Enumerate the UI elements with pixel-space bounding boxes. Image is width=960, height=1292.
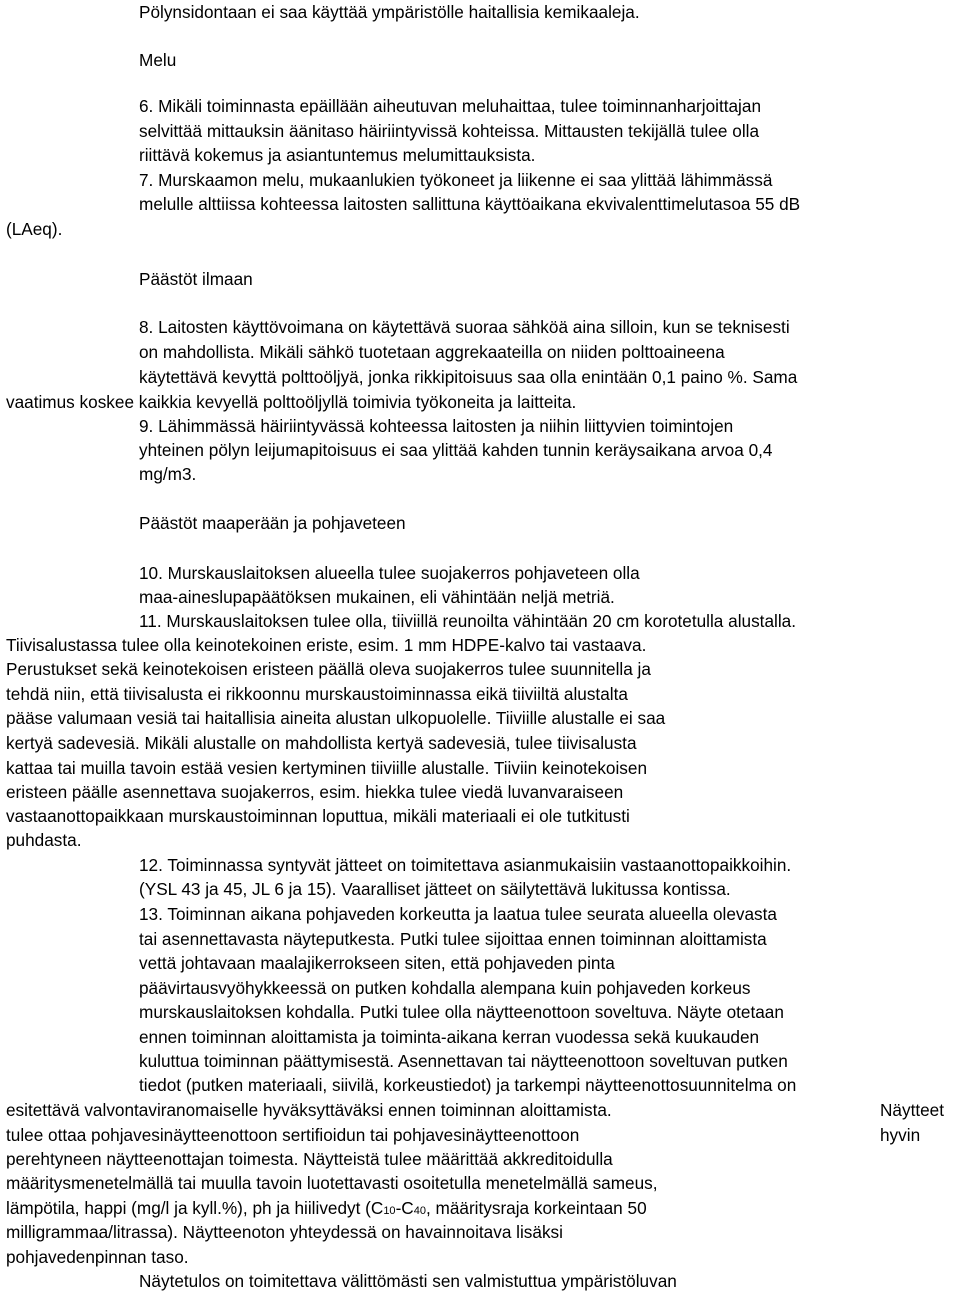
text-line: Tiivisalustassa tulee olla keinotekoinen eriste, esim. 1 mm HDPE-kalvo tai vastaava. [6,635,647,655]
text-line-right: hyvin [880,1125,921,1145]
text-line: maa-aineslupapäätöksen mukainen, eli vähintään neljä metriä. [139,587,615,607]
text-line: Pölynsidontaan ei saa käyttää ympäristölle haitallisia kemikaaleja. [139,2,640,22]
text-line: Perustukset sekä keinotekoisen eristeen päällä oleva suojakerros tulee suunnitella ja [6,659,651,679]
text-line: vettä johtavaan maalajikerrokseen siten, että pohjaveden pinta [139,953,615,973]
text-line: käytettävä kevyttä polttoöljyä, jonka rikkipitoisuus saa olla enintään 0,1 paino %. Sama [139,367,798,387]
text-line-right: Näytteet [880,1100,945,1120]
text-line: päävirtausvyöhykkeessä on putken kohdalla alempana kuin pohjaveden korkeus [139,978,751,998]
text-segment: lämpötila, happi (mg/l ja kyll.%), ph ja hiilivedyt (C [6,1198,384,1218]
subscript-10: 10 [383,1205,396,1217]
section-heading-paastot-maaperaan: Päästöt maaperään ja pohjaveteen [139,513,406,533]
text-line: on mahdollista. Mikäli sähkö tuotetaan aggrekaateilla on niiden polttoaineena [139,342,725,362]
text-line: yhteinen pölyn leijumapitoisuus ei saa ylittää kahden tunnin keräysaikana arvoa 0,4 [139,440,773,460]
text-line: esitettävä valvontaviranomaiselle hyväksyttäväksi ennen toiminnan aloittamista. [6,1100,612,1120]
text-line: kattaa tai muilla tavoin estää vesien kertyminen tiiviille alustalle. Tiiviin keinotekoisen [6,758,648,778]
text-line: ennen toiminnan aloittamista ja toiminta-aikana kerran vuodessa sekä kuukauden [139,1027,760,1047]
text-line: pääse valumaan vesiä tai haitallisia aineita alustan ulkopuolelle. Tiiviille alustalle ei saa [6,708,666,728]
text-line: 6. Mikäli toiminnasta epäillään aiheutuvan meluhaittaa, tulee toiminnanharjoittajan [139,96,761,116]
subscript-40: 40 [413,1205,426,1217]
text-line: kertyä sadevesiä. Mikäli alustalle on mahdollista kertyä sadevesiä, tulee tiivisalusta [6,733,637,753]
text-line: 7. Murskaamon melu, mukaanlukien työkoneet ja liikenne ei saa ylittää lähimmässä [139,170,773,190]
text-line: riittävä kokemus ja asiantuntemus melumittauksista. [139,145,536,165]
text-line: kuluttua toiminnan päättymisestä. Asennettavan tai näytteenottoon soveltuvan putken [139,1051,788,1071]
text-segment: , määritysraja korkeintaan 50 [425,1198,647,1218]
text-line: 13. Toiminnan aikana pohjaveden korkeutta ja laatua tulee seurata alueella olevasta [139,904,777,924]
text-line: eristeen päälle asennettava suojakerros, esim. hiekka tulee viedä luvanvaraiseen [6,782,624,802]
section-heading-melu: Melu [139,50,177,70]
text-line: 11. Murskauslaitoksen tulee olla, tiiviillä reunoilta vähintään 20 cm korotetulla alustalla. [139,611,796,631]
text-line: tai asennettavasta näyteputkesta. Putki tulee sijoittaa ennen toiminnan aloittamista [139,929,767,949]
text-line: (LAeq). [6,219,63,239]
text-line: tiedot (putken materiaali, siivilä, korkeustiedot) ja tarkempi näytteenottosuunnitelma on [139,1075,797,1095]
text-line: määritysmenetelmällä tai muulla tavoin luotettavasti osoitetulla menetelmällä sameus, [6,1173,658,1193]
section-heading-paastot-ilmaan: Päästöt ilmaan [139,269,253,289]
text-line: 8. Laitosten käyttövoimana on käytettävä suoraa sähköä aina silloin, kun se teknisesti [139,317,790,337]
text-line: (YSL 43 ja 45, JL 6 ja 15). Vaaralliset jätteet on säilytettävä lukitussa kontissa. [139,879,731,899]
text-line: puhdasta. [6,830,82,850]
text-line: selvittää mittauksin äänitaso häiriintyvissä kohteissa. Mittausten tekijällä tulee olla [139,121,760,141]
text-line: perehtyneen näytteenottajan toimesta. Näytteistä tulee määrittää akkreditoidulla [6,1149,613,1169]
text-line: murskauslaitoksen kohdalla. Putki tulee olla näytteenottoon soveltuva. Näyte otetaan [139,1002,784,1022]
text-segment: -C [395,1198,414,1218]
text-line: tulee ottaa pohjavesinäytteenottoon sertifioidun tai pohjavesinäytteenottoon [6,1125,580,1145]
text-line-with-subscripts [6,1200,647,1217]
text-line: 10. Murskauslaitoksen alueella tulee suojakerros pohjaveteen olla [139,563,640,583]
text-line: Näytetulos on toimitettava välittömästi sen valmistuttua ympäristöluvan [139,1271,677,1291]
text-line: tehdä niin, että tiivisalusta ei rikkoonnu murskaustoiminnassa eikä tiiviiltä alustalta [6,684,628,704]
text-line: pohjavedenpinnan taso. [6,1247,189,1267]
text-line: melulle alttiissa kohteessa laitosten sallittuna käyttöaikana ekvivalenttimelutasoa 55 dB [139,194,801,214]
text-line: milligrammaa/litrassa). Näytteenoton yhteydessä on havainnoitava lisäksi [6,1222,563,1242]
text-line: vaatimus koskee kaikkia kevyellä polttoöljyllä toimivia työkoneita ja laitteita. [6,392,577,412]
text-line: 12. Toiminnassa syntyvät jätteet on toimitettava asianmukaisiin vastaanottopaikkoihin. [139,855,792,875]
text-line: vastaanottopaikkaan murskaustoiminnan loputtua, mikäli materiaali ei ole tutkitusti [6,806,630,826]
text-line: mg/m3. [139,464,197,484]
text-line: 9. Lähimmässä häiriintyvässä kohteessa laitosten ja niihin liittyvien toimintojen [139,416,734,436]
